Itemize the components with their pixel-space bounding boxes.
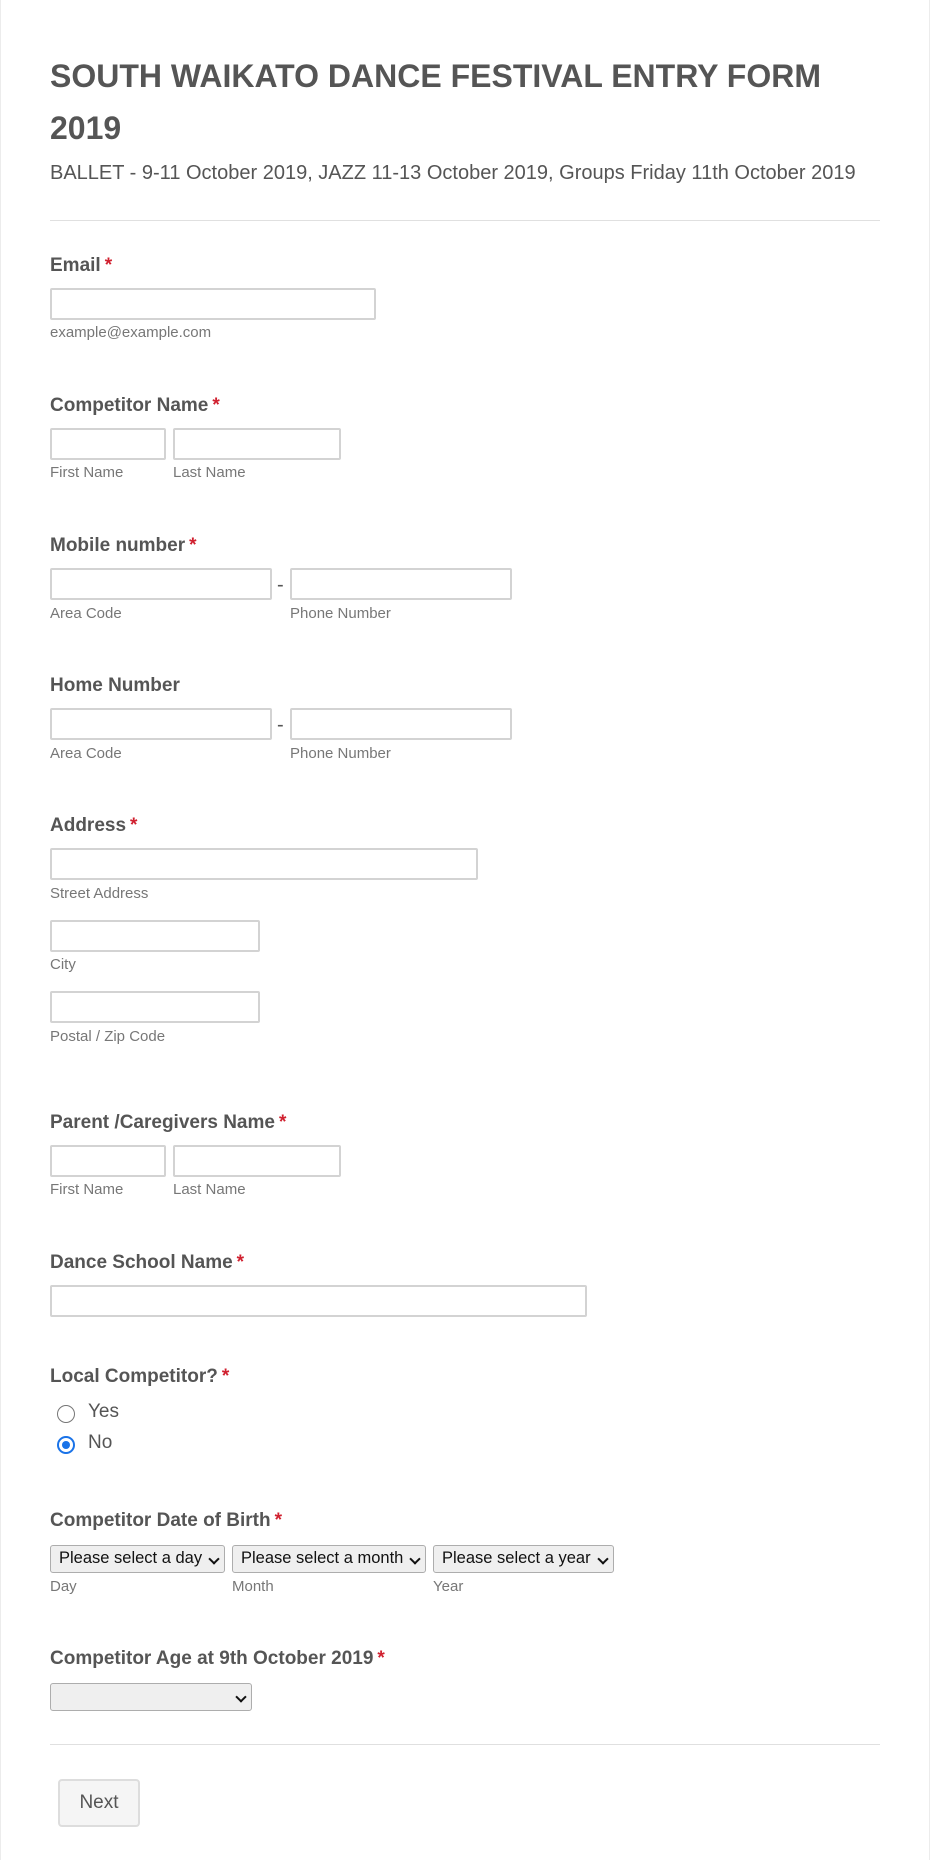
dob-day-select[interactable] bbox=[50, 1545, 225, 1573]
competitor-first-name-input[interactable] bbox=[50, 428, 166, 460]
home-number-label-text: Home Number bbox=[50, 675, 180, 696]
dob-year-hint: Year bbox=[433, 1578, 464, 1595]
dob-month-selected-value: Please select a month bbox=[241, 1549, 404, 1567]
home-separator: - bbox=[277, 714, 284, 736]
parent-last-name-hint: Last Name bbox=[173, 1181, 246, 1198]
dob-year-selected-value: Please select a year bbox=[442, 1549, 591, 1567]
street-address-input[interactable] bbox=[50, 848, 478, 880]
required-marker: * bbox=[377, 1648, 385, 1669]
street-address-hint: Street Address bbox=[50, 885, 149, 902]
competitor-name-label bbox=[50, 394, 220, 418]
mobile-phone-number-input[interactable] bbox=[290, 568, 512, 600]
competitor-last-name-hint: Last Name bbox=[173, 464, 246, 481]
mobile-number-label-text: Mobile number bbox=[50, 535, 186, 556]
competitor-age-select[interactable] bbox=[50, 1683, 252, 1711]
required-marker: * bbox=[104, 255, 113, 276]
dance-school-input[interactable] bbox=[50, 1285, 587, 1317]
form-title: SOUTH WAIKATO DANCE FESTIVAL ENTRY FORM 2019 bbox=[50, 58, 821, 146]
home-area-code-hint: Area Code bbox=[50, 745, 122, 762]
required-marker: * bbox=[221, 1366, 230, 1387]
email-hint: example@example.com bbox=[50, 324, 212, 341]
city-hint: City bbox=[50, 956, 76, 973]
email-input[interactable] bbox=[50, 288, 376, 320]
header-divider bbox=[50, 220, 880, 221]
competitor-age-label bbox=[50, 1647, 385, 1671]
required-marker: * bbox=[189, 535, 197, 556]
competitor-last-name-input[interactable] bbox=[173, 428, 341, 460]
local-competitor-no-radio[interactable] bbox=[57, 1436, 75, 1454]
form-subtitle: BALLET - 9-11 October 2019, JAZZ 11-13 October 2019, Groups Friday 11th October 2019 bbox=[50, 162, 856, 184]
page-left-border bbox=[0, 0, 1, 1860]
postal-code-input[interactable] bbox=[50, 991, 260, 1023]
parent-name-label bbox=[50, 1111, 286, 1135]
next-button[interactable]: Next bbox=[58, 1779, 140, 1827]
mobile-area-code-input[interactable] bbox=[50, 568, 272, 600]
required-marker: * bbox=[236, 1252, 245, 1273]
parent-last-name-input[interactable] bbox=[173, 1145, 341, 1177]
footer-divider bbox=[50, 1744, 880, 1745]
mobile-separator: - bbox=[277, 574, 284, 596]
mobile-phone-number-hint: Phone Number bbox=[290, 605, 391, 622]
local-competitor-yes-radio[interactable] bbox=[57, 1405, 75, 1423]
email-label bbox=[50, 254, 112, 278]
dob-label-text: Competitor Date of Birth bbox=[50, 1510, 271, 1531]
dance-school-label bbox=[50, 1251, 244, 1275]
local-competitor-no-label[interactable]: No bbox=[88, 1432, 113, 1453]
address-label-text: Address bbox=[50, 815, 127, 836]
dob-month-select[interactable] bbox=[232, 1545, 426, 1573]
dob-day-selected-value: Please select a day bbox=[59, 1549, 203, 1567]
home-area-code-input[interactable] bbox=[50, 708, 272, 740]
chevron-down-icon bbox=[208, 1553, 219, 1564]
dob-label bbox=[50, 1509, 282, 1533]
local-competitor-yes-label[interactable]: Yes bbox=[88, 1401, 119, 1422]
parent-first-name-hint: First Name bbox=[50, 1181, 124, 1198]
address-label bbox=[50, 814, 137, 838]
dob-year-select[interactable] bbox=[433, 1545, 614, 1573]
mobile-area-code-hint: Area Code bbox=[50, 605, 122, 622]
required-marker: * bbox=[274, 1510, 283, 1531]
home-number-label bbox=[50, 674, 180, 698]
chevron-down-icon bbox=[235, 1691, 246, 1702]
required-marker: * bbox=[212, 395, 220, 416]
dance-school-label-text: Dance School Name bbox=[50, 1252, 233, 1273]
dob-day-hint: Day bbox=[50, 1578, 77, 1595]
competitor-first-name-hint: First Name bbox=[50, 464, 124, 481]
email-label-text: Email bbox=[50, 255, 101, 276]
city-input[interactable] bbox=[50, 920, 260, 952]
postal-code-hint: Postal / Zip Code bbox=[50, 1028, 166, 1045]
competitor-age-label-text: Competitor Age at 9th October 2019 bbox=[50, 1648, 374, 1669]
chevron-down-icon bbox=[597, 1553, 608, 1564]
required-marker: * bbox=[130, 815, 138, 836]
dob-month-hint: Month bbox=[232, 1578, 274, 1595]
local-competitor-label-text: Local Competitor? bbox=[50, 1366, 218, 1387]
mobile-number-label bbox=[50, 534, 197, 558]
chevron-down-icon bbox=[409, 1553, 420, 1564]
local-competitor-label bbox=[50, 1365, 229, 1389]
home-phone-number-hint: Phone Number bbox=[290, 745, 391, 762]
parent-name-label-text: Parent /Caregivers Name bbox=[50, 1112, 275, 1133]
competitor-name-label-text: Competitor Name bbox=[50, 395, 209, 416]
home-phone-number-input[interactable] bbox=[290, 708, 512, 740]
parent-first-name-input[interactable] bbox=[50, 1145, 166, 1177]
required-marker: * bbox=[278, 1112, 287, 1133]
